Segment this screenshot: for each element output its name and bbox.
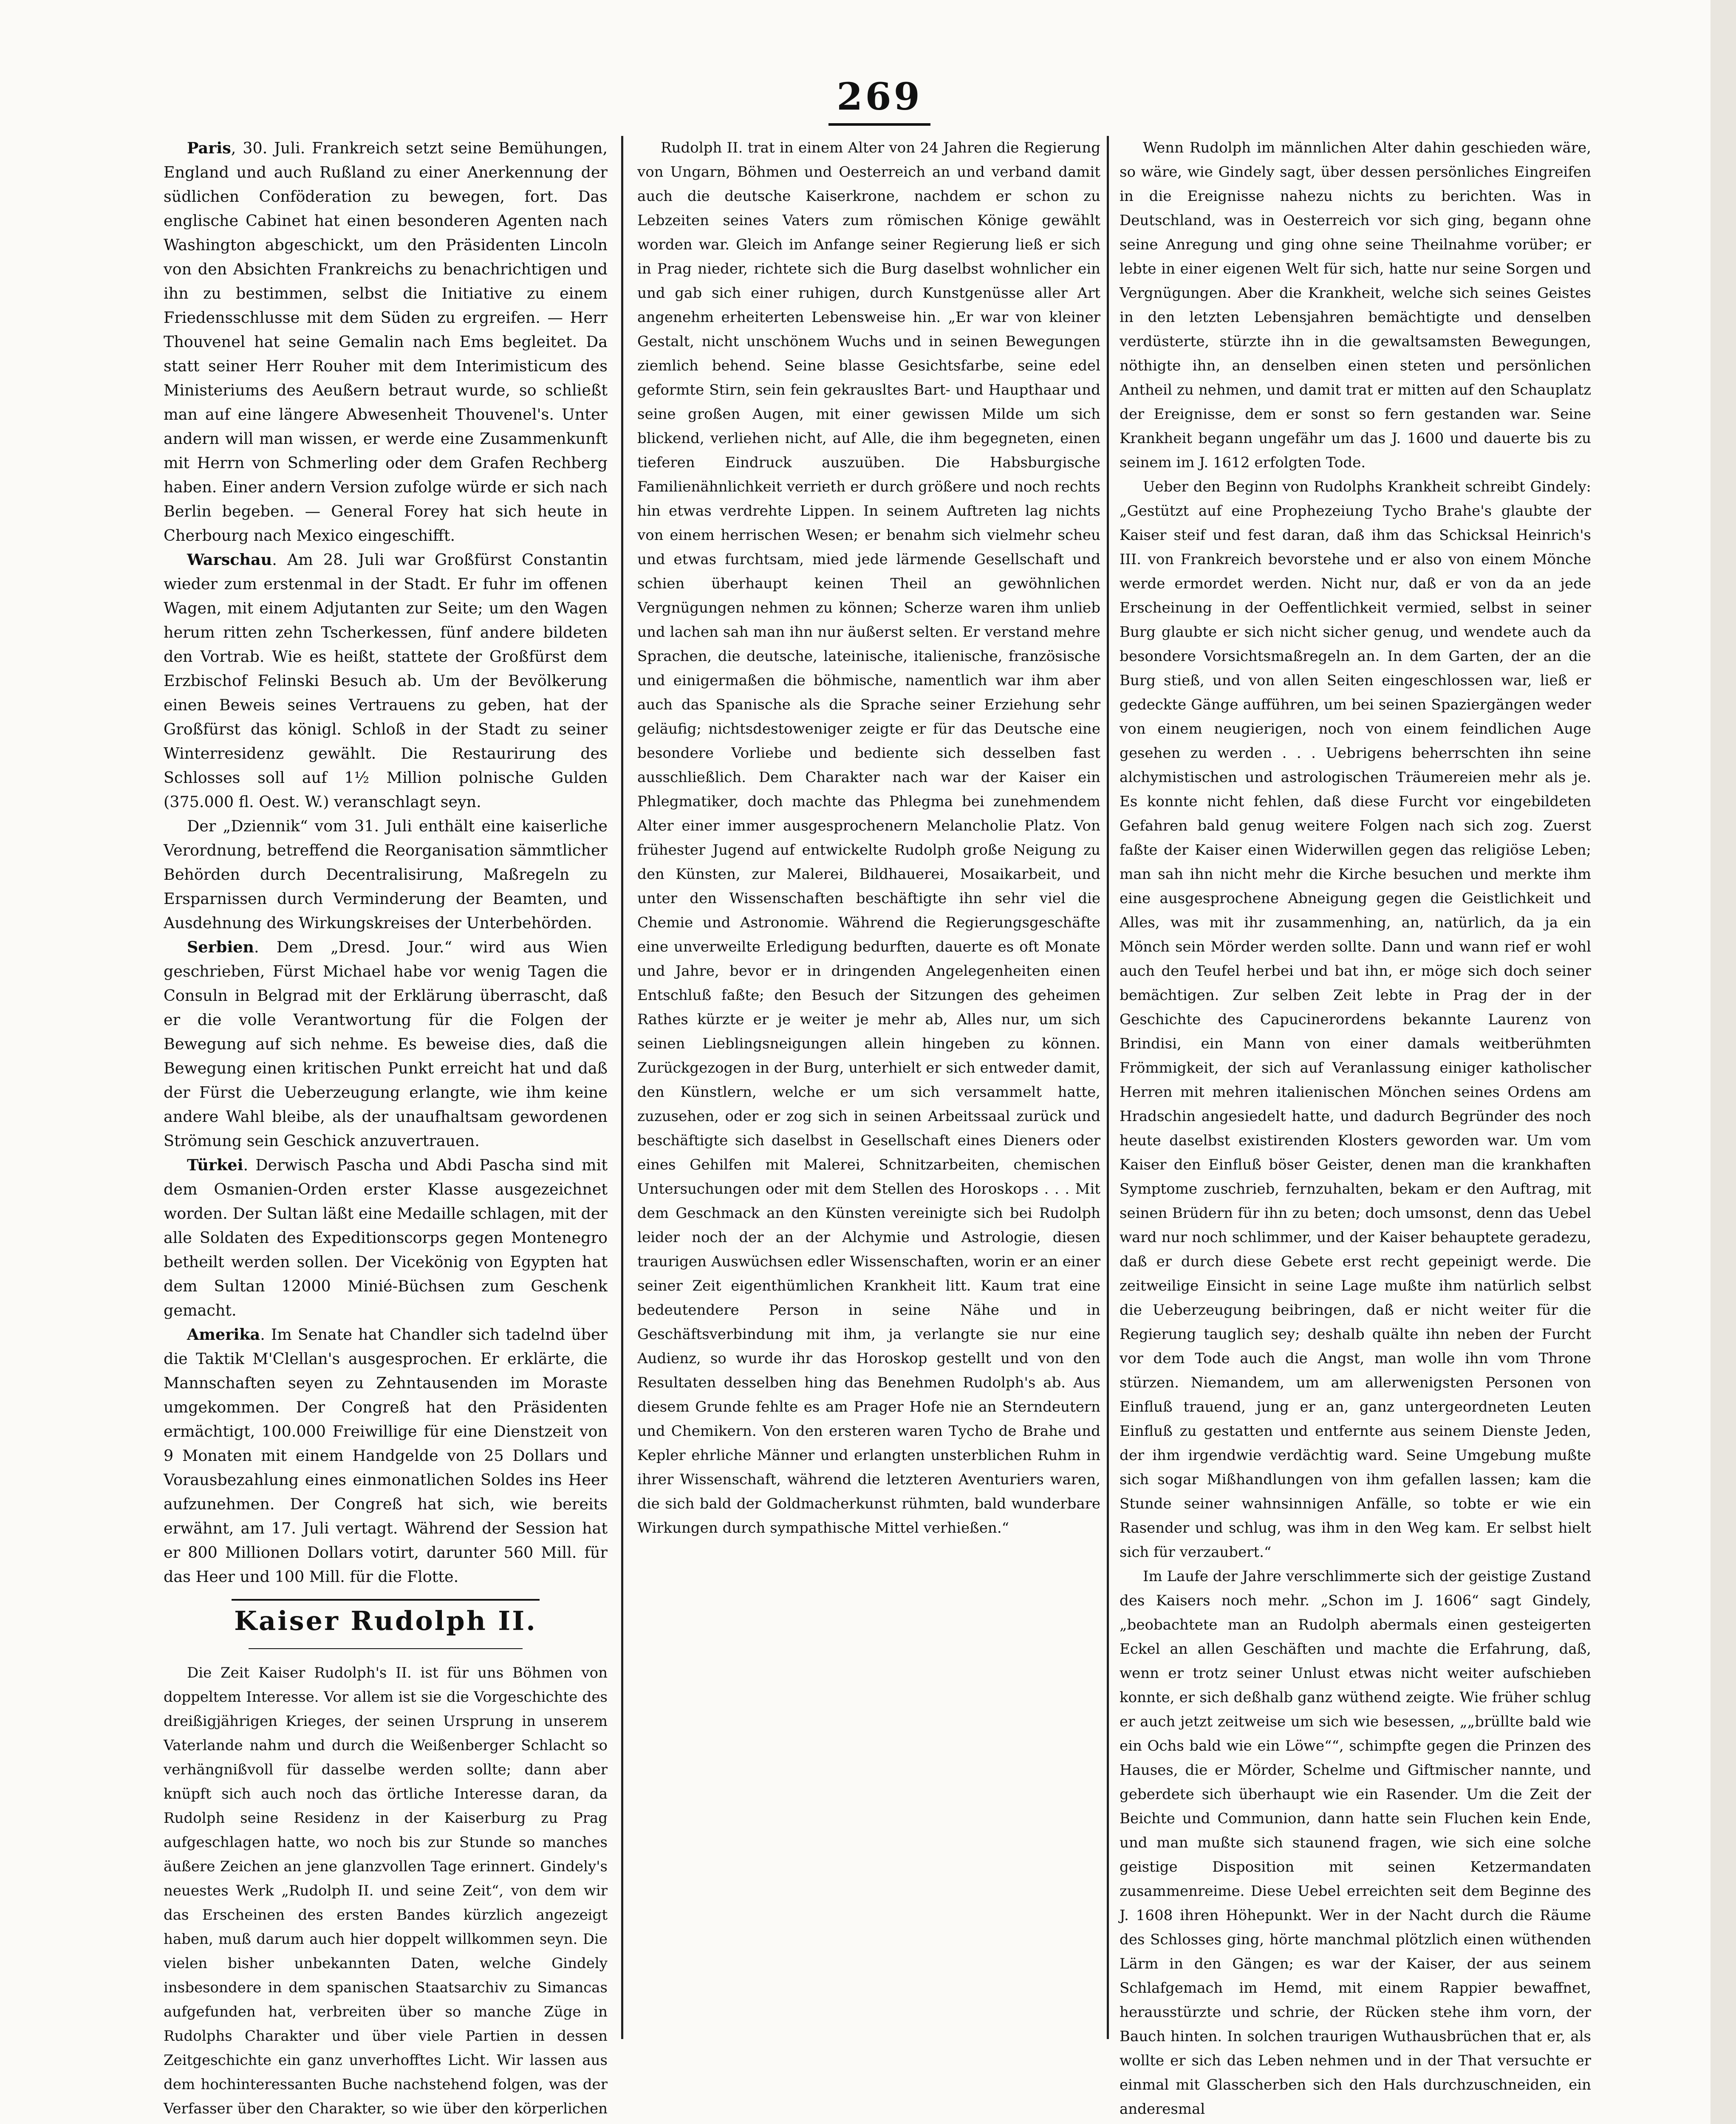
news-item-serbien: [164, 935, 608, 1153]
news-item-amerika: [164, 1322, 608, 1589]
article-paragraph-5: Im Laufe der Jahre verschlimmerte sich der geistige Zustand des Kaisers noch mehr. „Schon im J. 1606“ sagt Gindely, „beobachtete man an Rudolph abermals einen gesteigerten Eckel an allen Geschäften und machte die Erfahrung, daß, wenn er trotz seiner Unlust etwas nicht weiter aufschieben konnte, er sich deßhalb ganz wüthend zeigte. Wie früher schlug er auch jetzt zeitweise um sich wie besessen, „„brüllte bald wie ein Ochs bald wie ein Löwe““, schimpfte gegen die Prinzen des Hauses, die er Mörder, Schelme und Giftmischer nannte, und geberdete sich überhaupt wie ein Rasender. Um die Zeit der Beichte und Communion, dann hatte sein Fluchen kein Ende, und man mußte sich staunend fragen, wie sich eine solche geistige Disposition mit seinen Ketzermandaten zusammenreime. Diese Uebel erreichten seit dem Beginne des J. 1608 ihren Höhepunkt. Wer in der Nacht durch die Räume des Schlosses ging, hörte manchmal plötzlich einen wüthenden Lärm in den Gängen; es war der Kaiser, der aus seinem Schlafgemach im Hemd, mit einem Rappier bewaffnet, herausstürzte und schrie, der Rücken stehe ihm vorn, der Bauch hinten. In solchen traurigen Wuthausbrüchen that er, als wollte er sich das Leben nehmen und in der That versuchte er einmal mit Glasscherben sich den Hals durchzuschneiden, ein anderesmal: [1120, 1568, 1591, 2118]
column-divider: [621, 136, 623, 2039]
news-place: Amerika: [187, 1325, 260, 1344]
column-divider: [1107, 136, 1109, 2039]
news-item-dziennik: [164, 814, 608, 935]
news-text: Der „Dziennik“ vom 31. Juli enthält eine kaiserliche Verordnung, betreffend die Reorganisation sämmtlicher Behörden durch Decentralisirung, Maßregeln zu Ersparnissen durch Verminderung der Beamten, und Ausdehnung des Wirkungskreises der Unterbehörden.: [164, 817, 608, 932]
news-item-warschau: [164, 548, 608, 814]
news-text: . Am 28. Juli war Großfürst Constantin wieder zum erstenmal in der Stadt. Er fuhr im offenen Wagen, mit einem Adjutanten zur Seite; um den Wagen herum ritten zehn Tscherkessen, fünf andere bildeten den Vortrab. Wie es heißt, stattete der Großfürst dem Erzbischof Felinski Besuch ab. Um der Bevölkerung einen Beweis seines Vertrauens zu geben, hat der Großfürst das königl. Schloß in der Stadt zu seiner Winterresidenz gewählt. Die Restaurirung des Schlosses soll auf 1½ Million polnische Gulden (375.000 fl. Oest. W.) veranschlagt seyn.: [164, 551, 608, 811]
news-text: . Im Senate hat Chandler sich tadelnd über die Taktik M'Clellan's ausgesprochen. Er erklärte, die Mannschaften seyen zu Zehntausenden im Moraste umgekommen. Der Congreß hat den Präsidenten ermächtigt, 100.000 Freiwillige für eine Dienstzeit von 9 Monaten mit einem Handgelde von 25 Dollars und Vorausbezahlung eines einmonatlichen Soldes ins Heer aufzunehmen. Der Congreß hat sich, wie bereits erwähnt, am 17. Juli vertagt. Während der Session hat er 800 Millionen Dollars votirt, darunter 560 Mill. für das Heer und 100 Mill. für die Flotte.: [164, 1325, 608, 1586]
news-item-paris: [164, 136, 608, 548]
news-text: . Dem „Dresd. Jour.“ wird aus Wien geschrieben, Fürst Michael habe vor wenig Tagen die Consuln in Belgrad mit der Erklärung überrascht, daß er die volle Verantwortung für die Folgen der Bewegung auf sich nehme. Es beweise dies, daß die Bewegung einen kritischen Punkt erreicht hat und daß der Fürst die Ueberzeugung erlangte, wie ihm keine andere Wahl bleibe, als der unaufhaltsam gewordenen Strömung sein Geschick anzuvertrauen.: [164, 938, 608, 1150]
news-text: , 30. Juli. Frankreich setzt seine Bemühungen, England und auch Rußland zu einer Anerkennung der südlichen Conföderation zu bewegen, fort. Das englische Cabinet hat einen besonderen Agenten nach Washington abgeschickt, um den Präsidenten Lincoln von den Absichten Frankreichs zu benachrichtigen und ihn zu bestimmen, selbst die Initiative zu einem Friedensschlusse mit dem Süden zu ergreifen. — Herr Thouvenel hat seine Gemalin nach Ems begleitet. Da statt seiner Herr Rouher mit dem Interimisticum des Ministeriums des Aeußern betraut wurde, so schließt man auf eine längere Abwesenheit Thouvenel's. Unter andern will man wissen, er werde eine Zusammenkunft mit Herrn von Schmerling oder dem Grafen Rechberg haben. Einer andern Version zufolge würde er sich nach Berlin begeben. — General Forey hat sich heute in Cherbourg nach Mexico eingeschifft.: [164, 139, 608, 545]
column-left: [164, 136, 608, 2117]
news-place: Paris: [187, 139, 231, 157]
article-paragraph-4: Ueber den Beginn von Rudolphs Krankheit schreibt Gindely: „Gestützt auf eine Prophezeiung Tycho Brahe's glaubte der Kaiser steif und fest daran, daß ihm das Schicksal Heinrich's III. von Frankreich bevorstehe und er also von einem Mönche werde ermordet werden. Nicht nur, daß er von da an jede Erscheinung in der Oeffentlichkeit vermied, selbst in seiner Burg glaubte er sich nicht sicher genug, und wendete auch da besondere Vorsichtsmaßregeln an. In dem Garten, der an die Burg stieß, und von allen Seiten eingeschlossen war, ließ er gedeckte Gänge aufführen, um bei seinen Spaziergängen weder von einem neugierigen, noch von einem feindlichen Auge gesehen zu werden . . . Uebrigens beherrschten ihn seine alchymistischen und astrologischen Träumereien mehr als je. Es konnte nicht fehlen, daß diese Furcht vor eingebildeten Gefahren bald genug weitere Folgen nach sich zog. Zuerst faßte der Kaiser einen Widerwillen gegen das religiöse Leben; man sah ihn nicht mehr die Kirche besuchen und merkte ihm eine ausgesprochene Abneigung gegen die Geistlichkeit und Alles, was mit ihr zusammenhing, an, natürlich, da ja ein Mönch sein Mörder werden sollte. Dann und wann rief er wohl auch den Teufel herbei und bat ihn, er möge sich doch seiner bemächtigen. Zur selben Zeit lebte in Prag der in der Geschichte des Capucinerordens bekannte Laurenz von Brindisi, ein Mann von einer damals weitberühmten Frömmigkeit, der sich auf Veranlassung einiger katholischer Herren mit mehren italienischen Mönchen seines Ordens am Hradschin angesiedelt hatte, und dadurch Begründer des noch heute daselbst existirenden Klosters geworden war. Um vom Kaiser den Einfluß böser Geister, denen man die krankhaften Symptome zuschrieb, fernzuhalten, bekam er den Auftrag, mit seinen Brüdern für ihn zu beten; doch umsonst, denn das Uebel ward nur noch schlimmer, und der Kaiser behauptete geradezu, daß er durch diese Gebete erst recht gepeinigt werde. Die zeitweilige Einsicht in seine Lage mußte ihm natürlich selbst die Ueberzeugung beibringen, daß er nicht weiter für die Regierung tauglich sey; deshalb quälte ihn neben der Furcht vor dem Tode auch die Angst, man wolle ihn vom Throne stürzen. Niemandem, um am allerwenigsten Personen von Einfluß trauend, jung er an, ganz untergeordneten Leuten Einfluß zu gestatten und entfernte aus seinem Dienste Jeden, der ihm irgendwie verdächtig ward. Seine Umgebung mußte sich sogar Mißhandlungen von ihm gefallen lassen; kam die Stunde seiner wahnsinnigen Anfälle, so tobte er wie ein Rasender und schlug, was ihm in den Weg kam. Er selbst hielt sich für verzaubert.“: [1120, 478, 1591, 1561]
news-place: Türkei: [187, 1156, 243, 1174]
article-title: Kaiser Rudolph II.: [234, 1605, 537, 1636]
page-edge: [1711, 0, 1736, 2124]
article-paragraph-1: Die Zeit Kaiser Rudolph's II. ist für uns Böhmen von doppeltem Interesse. Vor allem ist sie die Vorgeschichte des dreißigjährigen Krieges, der seinen Ursprung in unserem Vaterlande nahm und durch die Weißenberger Schlacht so verhängnißvoll für dasselbe werden sollte; dann aber knüpft sich auch noch das örtliche Interesse daran, da Rudolph seine Residenz in der Kaiserburg zu Prag aufgeschlagen hatte, wo noch bis zur Stunde so manches äußere Zeichen an jene glanzvollen Tage erinnert. Gindely's neuestes Werk „Rudolph II. und seine Zeit“, von dem wir das Erscheinen des ersten Bandes kürzlich angezeigt haben, muß darum auch hier doppelt willkommen seyn. Die vielen bisher unbekannten Daten, welche Gindely insbesondere in dem spanischen Staatsarchiv zu Simancas aufgefunden hat, verbreiten über so manche Züge in Rudolphs Charakter und über viele Partien in dessen Zeitgeschichte ein ganz unverhofftes Licht. Wir lassen aus dem hochinteressanten Buche nachstehend folgen, was der Verfasser über den Charakter, so wie über den körperlichen: [164, 1664, 608, 2117]
page-number-rule: [828, 123, 930, 126]
section-rule: [249, 1648, 523, 1649]
news-text: . Derwisch Pascha und Abdi Pascha sind mit dem Osmanien-Orden erster Klasse ausgezeichnet worden. Der Sultan läßt eine Medaille schlagen, mit der alle Soldaten des Expeditionscorps gegen Montenegro betheilt werden sollen. Der Vicekönig von Egypten hat dem Sultan 12000 Minié-Büchsen zum Geschenk gemacht.: [164, 1156, 608, 1319]
column-middle: [637, 136, 1100, 2082]
article-paragraph-2: Rudolph II. trat in einem Alter von 24 Jahren die Regierung von Ungarn, Böhmen und Oesterreich an und verband damit auch die deutsche Kaiserkrone, nachdem er schon zu Lebzeiten seines Vaters zum römischen Könige gewählt worden war. Gleich im Anfange seiner Regierung ließ er sich in Prag nieder, richtete sich die Burg daselbst wohnlicher ein und gab sich einer ruhigen, durch Kunstgenüsse aller Art angenehm erheiterten Lebensweise hin. „Er war von kleiner Gestalt, nicht unschönem Wuchs und in seinen Bewegungen ziemlich behend. Seine blasse Gesichtsfarbe, seine edel geformte Stirn, sein fein gekrausltes Bart- und Haupthaar und seine großen Augen, mit einer gewissen Milde um sich blickend, verliehen nicht, auf Alle, die ihm begegneten, einen tieferen Eindruck auszuüben. Die Habsburgische Familienähnlichkeit verrieth er durch größere und noch rechts hin etwas verdrehte Lippen. In seinem Auftreten lag nichts von einem herrischen Wesen; er benahm sich vielmehr scheu und etwas furchtsam, mied jede lärmende Gesellschaft und schien überhaupt keinen Theil an gewöhnlichen Vergnügungen nehmen zu können; Scherze waren ihm unlieb und lachen sah man ihn nur äußerst selten. Er verstand mehre Sprachen, die deutsche, lateinische, italienische, französische und einigermaßen die böhmische, namentlich war ihm aber auch das Spanische als die Sprache seiner Erziehung sehr geläufig; nichtsdestoweniger zeigte er für das Deutsche eine besondere Vorliebe und bediente sich desselben fast ausschließlich. Dem Charakter nach war der Kaiser ein Phlegmatiker, doch machte das Phlegma bei zunehmendem Alter einer immer ausgesprochenern Melancholie Platz. Von frühester Jugend auf entwickelte Rudolph große Neigung zu den Künsten, zur Malerei, Bildhauerei, Mosaikarbeit, und unter den Wissenschaften beschäftigte ihn sehr viel die Chemie und Astronomie. Während die Regierungsgeschäfte eine unverweilte Erledigung bedurften, dauerte es oft Monate und Jahre, bevor er in dringenden Angelegenheiten einen Entschluß faßte; den Besuch der Sitzungen des geheimen Rathes kürzte er je weiter je mehr ab, Alles nur, um sich seinen Lieblingsneigungen allein hingeben zu können. Zurückgezogen in der Burg, unterhielt er sich entweder damit, den Künstlern, welche er um sich versammelt hatte, zuzusehen, oder er zog sich in seinen Arbeitssaal zurück und beschäftigte sich daselbst in Gesellschaft eines Dieners oder eines Gehilfen mit Malerei, Schnitzarbeiten, chemischen Untersuchungen oder mit dem Stellen des Horoskops . . . Mit dem Geschmack an den Künsten vereinigte sich bei Rudolph leider noch der an der Alchymie und Astrologie, diesen traurigen Auswüchsen edler Wissenschaften, worin er an einer seiner Zeit eigenthümlichen Krankheit litt. Kaum trat eine bedeutendere Person in seine Nähe und in Geschäftsverbindung mit ihm, ja verlangte sie nur eine Audienz, so wurde ihr das Horoskop gestellt und von den Resultaten desselben hing das Benehmen Rudolph's ab. Aus diesem Grunde fehlte es am Prager Hofe nie an Sterndeutern und Chemikern. Von den ersteren waren Tycho de Brahe und Kepler ehrliche Männer und erlangten unsterblichen Ruhm in ihrer Wissenschaft, während die letzteren Aventuriers waren, die sich bald der Goldmacherkunst rühmten, bald wunderbare Wirkungen durch sympathische Mittel verhießen.“: [637, 139, 1101, 1537]
article-paragraph-3: Wenn Rudolph im männlichen Alter dahin geschieden wäre, so wäre, wie Gindely sagt, über dessen persönliches Eingreifen in die Ereignisse nahezu nichts zu berichten. Was in Deutschland, was in Oesterreich vor sich ging, begann ohne seine Anregung und ging ohne seine Theilnahme vorüber; er lebte in einer eigenen Welt für sich, hatte nur seine Sorgen und Vergnügungen. Aber die Krankheit, welche sich seines Geistes in den letzten Lebensjahren bemächtigte und denselben verdüsterte, stürzte ihn in die gewaltsamsten Bewegungen, nöthigte ihn, an denselben einen steten und persönlichen Antheil zu nehmen, und damit trat er mitten auf den Schauplatz der Ereignisse, dem er sonst so fern gestanden war. Seine Krankheit begann ungefähr um das J. 1600 und dauerte bis zu seinem im J. 1612 erfolgten Tode.: [1120, 139, 1591, 471]
section-rule: [232, 1599, 540, 1601]
news-item-tuerkei: [164, 1153, 608, 1322]
news-place: Serbien: [187, 938, 254, 956]
page-number: 269: [837, 74, 922, 119]
news-place: Warschau: [187, 551, 272, 569]
column-right: [1120, 136, 1591, 2118]
